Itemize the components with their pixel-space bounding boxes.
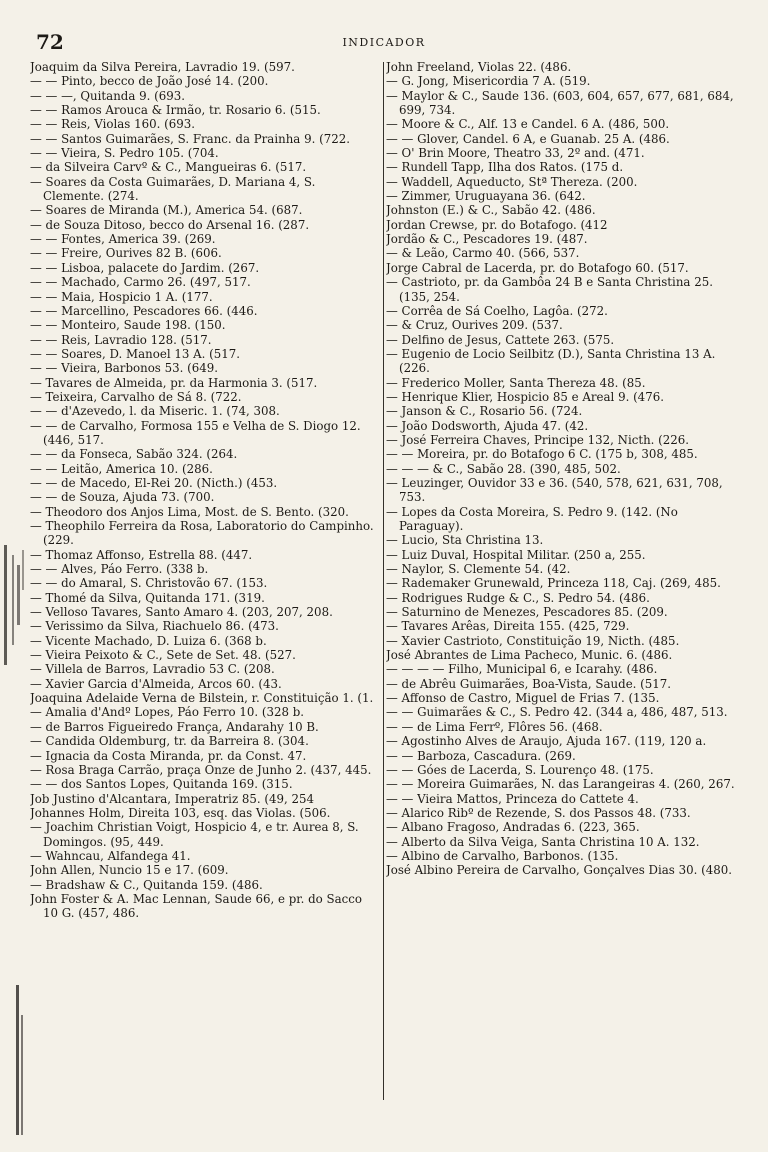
directory-entry: — Rodrigues Rudge & C., S. Pedro 54. (486. xyxy=(386,590,650,605)
directory-entry: — Vieira Peixoto & C., Sete de Set. 48. (527. xyxy=(30,648,296,663)
directory-entry: Joaquim da Silva Pereira, Lavradio 19. (597. xyxy=(30,60,295,74)
directory-entry: — — Fontes, America 39. (269. xyxy=(30,232,216,247)
directory-entry: — — da Fonseca, Sabão 324. (264. xyxy=(30,447,238,462)
page-number: 72 xyxy=(36,30,64,54)
directory-entry: — — Vieira, Barbonos 53. (649. xyxy=(30,361,218,376)
directory-entry: — — — — Filho, Municipal 6, e Icarahy. (486. xyxy=(386,662,658,677)
directory-entry: — — Reis, Violas 160. (693. xyxy=(30,117,195,132)
directory-entry: — Soares da Costa Guimarães, D. Mariana 4, S. Clemente. (274. xyxy=(30,174,316,204)
directory-entry: — Henrique Klier, Hospicio 85 e Areal 9. (476. xyxy=(386,389,664,404)
directory-entry: — Alberto da Silva Veiga, Santa Christina 10 A. 132. xyxy=(386,834,700,849)
directory-entry: — & Cruz, Ourives 209. (537. xyxy=(386,318,563,333)
directory-entry: — — Moreira, pr. do Botafogo 6 C. (175 b, 308, 485. xyxy=(386,447,698,462)
page-edge-marks xyxy=(2,545,30,1145)
directory-entry: — Frederico Moller, Santa Thereza 48. (85. xyxy=(386,375,646,390)
directory-entry: — Agostinho Alves de Araujo, Ajuda 167. (119, 120 a. xyxy=(386,734,707,749)
directory-entry: — — Machado, Carmo 26. (497, 517. xyxy=(30,275,251,290)
directory-entry: — Wahncau, Alfandega 41. xyxy=(30,848,191,863)
directory-entry: — — Freire, Ourives 82 B. (606. xyxy=(30,246,222,261)
directory-entry: — Rademaker Grunewald, Princeza 118, Caj. (269, 485. xyxy=(386,576,721,591)
directory-entry: — — Barboza, Cascadura. (269. xyxy=(386,748,576,763)
directory-entry: — Zimmer, Uruguayana 36. (642. xyxy=(386,189,586,204)
directory-entry: Joaquina Adelaide Verna de Bilstein, r. Constituição 1. (1. xyxy=(30,691,374,706)
directory-entry: — — Lisboa, palacete do Jardim. (267. xyxy=(30,260,260,275)
directory-entry: — Thomé da Silva, Quitanda 171. (319. xyxy=(30,590,265,605)
directory-entry: Jordan Crewse, pr. do Botafogo. (412 xyxy=(386,217,608,232)
directory-entry: — da Silveira Carvº & C., Mangueiras 6. (517. xyxy=(30,160,307,175)
directory-entry: — Verissimo da Silva, Riachuelo 86. (473. xyxy=(30,619,279,634)
directory-entry: — — —, Quitanda 9. (693. xyxy=(30,88,186,103)
directory-entry: — — Vieira Mattos, Princeza do Cattete 4. xyxy=(386,791,639,806)
directory-entry: — Janson & C., Rosario 56. (724. xyxy=(386,404,583,419)
directory-entry: — Eugenio de Locio Seilbitz (D.), Santa Christina 13 A. (226. xyxy=(386,346,716,376)
directory-entry: — Maylor & C., Saude 136. (603, 604, 657, 677, 681, 684, 699, 734. xyxy=(386,88,734,118)
directory-entry: — — de Macedo, El-Rei 20. (Nicth.) (453. xyxy=(30,475,278,490)
directory-entry: — Velloso Tavares, Santo Amaro 4. (203, 207, 208. xyxy=(30,605,333,620)
directory-entry: — Naylor, S. Clemente 54. (42. xyxy=(386,562,571,577)
directory-entry: — Tavares Arêas, Direita 155. (425, 729. xyxy=(386,619,630,634)
directory-entry: — — Santos Guimarães, S. Franc. da Prainha 9. (722. xyxy=(30,131,350,146)
directory-entry: — Waddell, Aqueducto, Stª Thereza. (200. xyxy=(386,174,638,189)
directory-entry: — Vicente Machado, D. Luiza 6. (368 b. xyxy=(30,633,267,648)
directory-entry: — Teixeira, Carvalho de Sá 8. (722. xyxy=(30,389,242,404)
directory-entry: — João Dodsworth, Ajuda 47. (42. xyxy=(386,418,589,433)
directory-entry: — — Ramos Arouca & Irmão, tr. Rosario 6. (515. xyxy=(30,103,321,118)
directory-entry: — Castrioto, pr. da Gambôa 24 B e Santa Christina 25. (135, 254. xyxy=(386,275,713,304)
directory-entry: — Affonso de Castro, Miguel de Frias 7. (135. xyxy=(386,691,660,706)
directory-entry: — O' Brin Moore, Theatro 33, 2º and. (471. xyxy=(386,146,645,161)
directory-entry: — Alarico Ribº de Rezende, S. dos Passos 48. (733. xyxy=(386,805,691,820)
directory-columns xyxy=(30,60,760,1110)
directory-entry: — — Soares, D. Manoel 13 A. (517. xyxy=(30,346,240,361)
left-column xyxy=(30,60,380,1100)
directory-entry: — G. Jong, Misericordia 7 A. (519. xyxy=(386,74,591,89)
directory-entry: — — Maia, Hospicio 1 A. (177. xyxy=(30,289,213,304)
directory-entry: — — Guimarães & C., S. Pedro 42. (344 a, 486, 487, 513. xyxy=(386,705,728,720)
directory-entry: — — do Amaral, S. Christovão 67. (153. xyxy=(30,576,268,591)
directory-entry: John Freeland, Violas 22. (486. xyxy=(386,60,572,74)
right-column xyxy=(386,60,736,1100)
directory-entry: — — Marcellino, Pescadores 66. (446. xyxy=(30,303,258,318)
directory-entry: — — Góes de Lacerda, S. Lourenço 48. (175. xyxy=(386,762,654,777)
directory-entry: Job Justino d'Alcantara, Imperatriz 85. (49, 254 xyxy=(30,791,315,806)
directory-entry: — Lopes da Costa Moreira, S. Pedro 9. (142. (No Paraguay). xyxy=(386,504,678,533)
directory-entry: — Thomaz Affonso, Estrella 88. (447. xyxy=(30,547,253,562)
directory-entry: — — Monteiro, Saude 198. (150. xyxy=(30,318,226,333)
directory-entry: José Abrantes de Lima Pacheco, Munic. 6. (486. xyxy=(386,648,673,663)
directory-entry: — Albano Fragoso, Andradas 6. (223, 365. xyxy=(386,820,640,835)
directory-entry: — Moore & C., Alf. 13 e Candel. 6 A. (486, 500. xyxy=(386,117,670,132)
directory-entry: — Lucio, Sta Christina 13. xyxy=(386,533,544,548)
directory-entry: — — Vieira, S. Pedro 105. (704. xyxy=(30,146,219,161)
directory-entry: — — — & C., Sabão 28. (390, 485, 502. xyxy=(386,461,621,476)
directory-entry: — Theophilo Ferreira da Rosa, Laboratorio do Campinho. (229. xyxy=(30,519,374,548)
directory-entry: — Ignacia da Costa Miranda, pr. da Const. 47. xyxy=(30,748,307,763)
directory-entry: — Rundell Tapp, Ilha dos Ratos. (175 d. xyxy=(386,160,624,175)
directory-entry: José Albino Pereira de Carvalho, Gonçalves Dias 30. (480. xyxy=(386,863,732,878)
directory-entry: — Xavier Castrioto, Constituição 19, Nicth. (485. xyxy=(386,633,680,648)
directory-entry: — — d'Azevedo, l. da Miseric. 1. (74, 308. xyxy=(30,404,280,419)
directory-entry: — — de Carvalho, Formosa 155 e Velha de S. Diogo 12. (446, 517. xyxy=(30,418,361,447)
directory-entry: — — Reis, Lavradio 128. (517. xyxy=(30,332,212,347)
directory-entry: — Joachim Christian Voigt, Hospicio 4, e tr. Aurea 8, S. Domingos. (95, 449. xyxy=(30,820,359,849)
directory-entry: Johnston (E.) & C., Sabão 42. (486. xyxy=(386,203,596,218)
directory-entry: — & Leão, Carmo 40. (566, 537. xyxy=(386,246,580,261)
directory-entry: — Amalia d'Andº Lopes, Páo Ferro 10. (328 b. xyxy=(30,705,305,720)
running-head: INDICADOR xyxy=(342,36,426,49)
directory-entry: — Corrêa de Sá Coelho, Lagôa. (272. xyxy=(386,303,608,318)
directory-entry: John Foster & A. Mac Lennan, Saude 66, e pr. do Sacco 10 G. (457, 486. xyxy=(30,891,362,921)
directory-entry: Jorge Cabral de Lacerda, pr. do Botafogo 60. (517. xyxy=(386,260,689,275)
directory-entry: — Albino de Carvalho, Barbonos. (135. xyxy=(386,848,619,863)
directory-entry: — de Souza Ditoso, becco do Arsenal 16. (287. xyxy=(30,217,310,232)
directory-entry: — Saturnino de Menezes, Pescadores 85. (209. xyxy=(386,605,668,620)
directory-entry: — — de Lima Ferrº, Flôres 56. (468. xyxy=(386,719,603,734)
directory-entry: — Soares de Miranda (M.), America 54. (687. xyxy=(30,203,303,218)
directory-entry: — Leuzinger, Ouvidor 33 e 36. (540, 578, 621, 631, 708, 753. xyxy=(386,475,723,505)
directory-entry: — Villela de Barros, Lavradio 53 C. (208. xyxy=(30,662,275,677)
directory-entry: — Tavares de Almeida, pr. da Harmonia 3. (517. xyxy=(30,375,318,390)
directory-entry: — — Alves, Páo Ferro. (338 b. xyxy=(30,562,209,577)
directory-entry: — Delfino de Jesus, Cattete 263. (575. xyxy=(386,332,615,347)
directory-entry: — — de Souza, Ajuda 73. (700. xyxy=(30,490,215,505)
directory-entry: Jordão & C., Pescadores 19. (487. xyxy=(386,232,588,247)
column-divider xyxy=(383,62,384,1100)
directory-entry: — de Barros Figueiredo França, Andarahy 10 B. xyxy=(30,719,319,734)
directory-entry: — Xavier Garcia d'Almeida, Arcos 60. (43. xyxy=(30,676,282,691)
directory-entry: — Candida Oldemburg, tr. da Barreira 8. (304. xyxy=(30,734,309,749)
directory-entry: — de Abrêu Guimarães, Boa-Vista, Saude. (517. xyxy=(386,676,672,691)
directory-entry: Johannes Holm, Direita 103, esq. das Violas. (506. xyxy=(30,805,331,820)
directory-entry: John Allen, Nuncio 15 e 17. (609. xyxy=(30,863,229,878)
directory-entry: — Luiz Duval, Hospital Militar. (250 a, 255. xyxy=(386,547,646,562)
directory-entry: — — Leitão, America 10. (286. xyxy=(30,461,213,476)
directory-entry: — Theodoro dos Anjos Lima, Most. de S. Bento. (320. xyxy=(30,504,349,519)
directory-entry: — — dos Santos Lopes, Quitanda 169. (315. xyxy=(30,777,293,792)
directory-entry: — — Glover, Candel. 6 A, e Guanab. 25 A. (486. xyxy=(386,131,670,146)
directory-entry: — Rosa Braga Carrão, praça Onze de Junho 2. (437, 445. xyxy=(30,762,372,777)
directory-entry: — — Pinto, becco de João José 14. (200. xyxy=(30,74,269,89)
directory-entry: — Bradshaw & C., Quitanda 159. (486. xyxy=(30,877,263,892)
directory-entry: — José Ferreira Chaves, Principe 132, Nicth. (226. xyxy=(386,432,690,447)
directory-entry: — — Moreira Guimarães, N. das Larangeiras 4. (260, 267. xyxy=(386,777,735,792)
